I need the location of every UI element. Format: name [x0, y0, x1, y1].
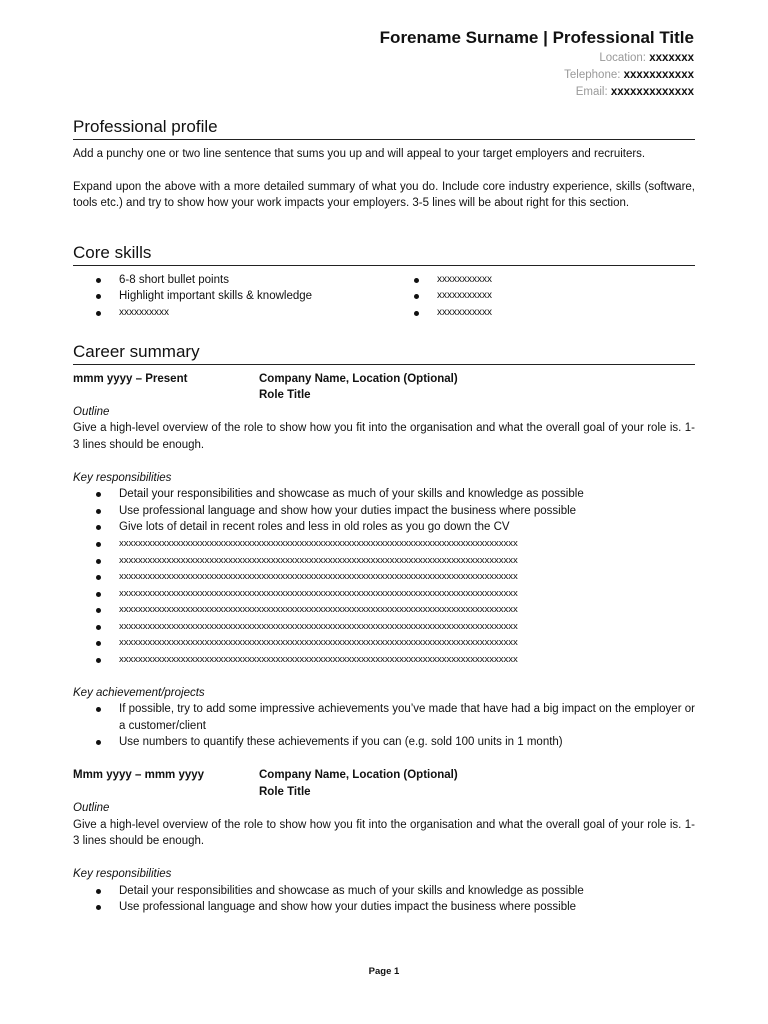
list-item: Give lots of detail in recent roles and less in old roles as you go down the CV — [73, 519, 695, 536]
name-title: Forename Surname | Professional Title — [379, 28, 694, 47]
responsibilities-list — [73, 883, 695, 916]
company-name: Company Name, Location (Optional) — [259, 769, 458, 782]
section-title-profile: Professional profile — [73, 116, 695, 140]
list-item: xxxxxxxxxxxxxxxxxxxxxxxxxxxxxxxxxxxxxxxxxxxxxxxxxxxxxxxxxxxxxxxxxxxxxxxxxxxxxxxxxxxx — [73, 553, 695, 570]
contact-location — [380, 50, 694, 67]
role-dates: Mmm yyyy – mmm yyyy — [73, 769, 205, 782]
telephone-value: xxxxxxxxxxx — [623, 69, 694, 81]
company-name: Company Name, Location (Optional) — [259, 372, 458, 385]
list-item: xxxxxxxxxxxxxxxxxxxxxxxxxxxxxxxxxxxxxxxxxxxxxxxxxxxxxxxxxxxxxxxxxxxxxxxxxxxxxxxxxxxx — [73, 602, 695, 619]
list-item: Use numbers to quantify these achievements if you can (e.g. sold 100 units in 1 month) — [73, 734, 695, 751]
telephone-label: Telephone: — [564, 69, 621, 81]
location-value: xxxxxxx — [649, 52, 694, 64]
list-item: xxxxxxxxxxxxxxxxxxxxxxxxxxxxxxxxxxxxxxxxxxxxxxxxxxxxxxxxxxxxxxxxxxxxxxxxxxxxxxxxxxxx — [73, 586, 695, 603]
role-dates: mmm yyyy – Present — [73, 372, 188, 385]
role-header — [73, 767, 695, 800]
role-outline: Give a high-level overview of the role to show how you fit into the organisation and what the overall goal of your role is. 1-3 lines should be enough. — [73, 818, 695, 848]
main-content — [73, 116, 695, 916]
contact-email — [380, 84, 694, 101]
profile-summary: Add a punchy one or two line sentence that sums you up and will appeal to your target employers and recruiters. — [73, 148, 646, 160]
list-item: xxxxxxxxxxxxxxxxxxxxxxxxxxxxxxxxxxxxxxxxxxxxxxxxxxxxxxxxxxxxxxxxxxxxxxxxxxxxxxxxxxxx — [73, 652, 695, 669]
list-item: xxxxxxxxxxxxxxxxxxxxxxxxxxxxxxxxxxxxxxxxxxxxxxxxxxxxxxxxxxxxxxxxxxxxxxxxxxxxxxxxxxxx — [73, 536, 695, 553]
responsibilities-label: Key responsibilities — [73, 471, 172, 484]
responsibilities-list — [73, 486, 695, 669]
list-item: If possible, try to add some impressive achievements you’ve made that have had a big impact on the employer or a customer/client — [73, 701, 695, 734]
contact-telephone — [380, 67, 694, 84]
skill-item: xxxxxxxxxxx — [391, 288, 695, 305]
list-item: Detail your responsibilities and showcase as much of your skills and knowledge as possible — [73, 883, 695, 900]
achievements-list — [73, 701, 695, 751]
list-item: xxxxxxxxxxxxxxxxxxxxxxxxxxxxxxxxxxxxxxxxxxxxxxxxxxxxxxxxxxxxxxxxxxxxxxxxxxxxxxxxxxxx — [73, 619, 695, 636]
outline-label: Outline — [73, 405, 110, 418]
list-item: Detail your responsibilities and showcase as much of your skills and knowledge as possible — [73, 486, 695, 503]
skill-item: 6-8 short bullet points — [73, 272, 391, 289]
location-label: Location: — [599, 52, 647, 64]
section-title-skills: Core skills — [73, 242, 695, 266]
list-item: xxxxxxxxxxxxxxxxxxxxxxxxxxxxxxxxxxxxxxxxxxxxxxxxxxxxxxxxxxxxxxxxxxxxxxxxxxxxxxxxxxxx — [73, 569, 695, 586]
role-entry — [73, 767, 695, 916]
list-item: Use professional language and show how your duties impact the business where possible — [73, 503, 695, 520]
skill-item: xxxxxxxxxxx — [391, 305, 695, 322]
section-title-career: Career summary — [73, 341, 695, 365]
skills-column-right — [391, 272, 695, 322]
email-label: Email: — [575, 86, 608, 98]
skill-item: Highlight important skills & knowledge — [73, 288, 391, 305]
role-title: Role Title — [259, 785, 311, 798]
profile-detail: Expand upon the above with a more detailed summary of what you do. Include core industry experience, skills (software, tools etc.) and try to show how your work impacts your employers. 3-5 lines will be about right for this section. — [73, 180, 695, 210]
role-title: Role Title — [259, 389, 311, 402]
list-item: Use professional language and show how your duties impact the business where possible — [73, 899, 695, 916]
header — [380, 26, 694, 101]
responsibilities-label: Key responsibilities — [73, 868, 172, 880]
page-number: Page 1 — [368, 966, 400, 977]
role-entry — [73, 371, 695, 751]
role-outline: Give a high-level overview of the role to show how you fit into the organisation and what the overall goal of your role is. 1-3 lines should be enough. — [73, 422, 695, 451]
achievements-label: Key achievement/projects — [73, 686, 205, 699]
email-value: xxxxxxxxxxxxx — [610, 86, 694, 98]
outline-label: Outline — [73, 802, 110, 815]
role-header — [73, 371, 695, 404]
skills-column-left — [73, 272, 391, 322]
skill-item: xxxxxxxxxxx — [391, 272, 695, 289]
skill-item: xxxxxxxxxx — [73, 305, 391, 322]
list-item: xxxxxxxxxxxxxxxxxxxxxxxxxxxxxxxxxxxxxxxxxxxxxxxxxxxxxxxxxxxxxxxxxxxxxxxxxxxxxxxxxxxx — [73, 635, 695, 652]
skills-list — [73, 272, 695, 322]
